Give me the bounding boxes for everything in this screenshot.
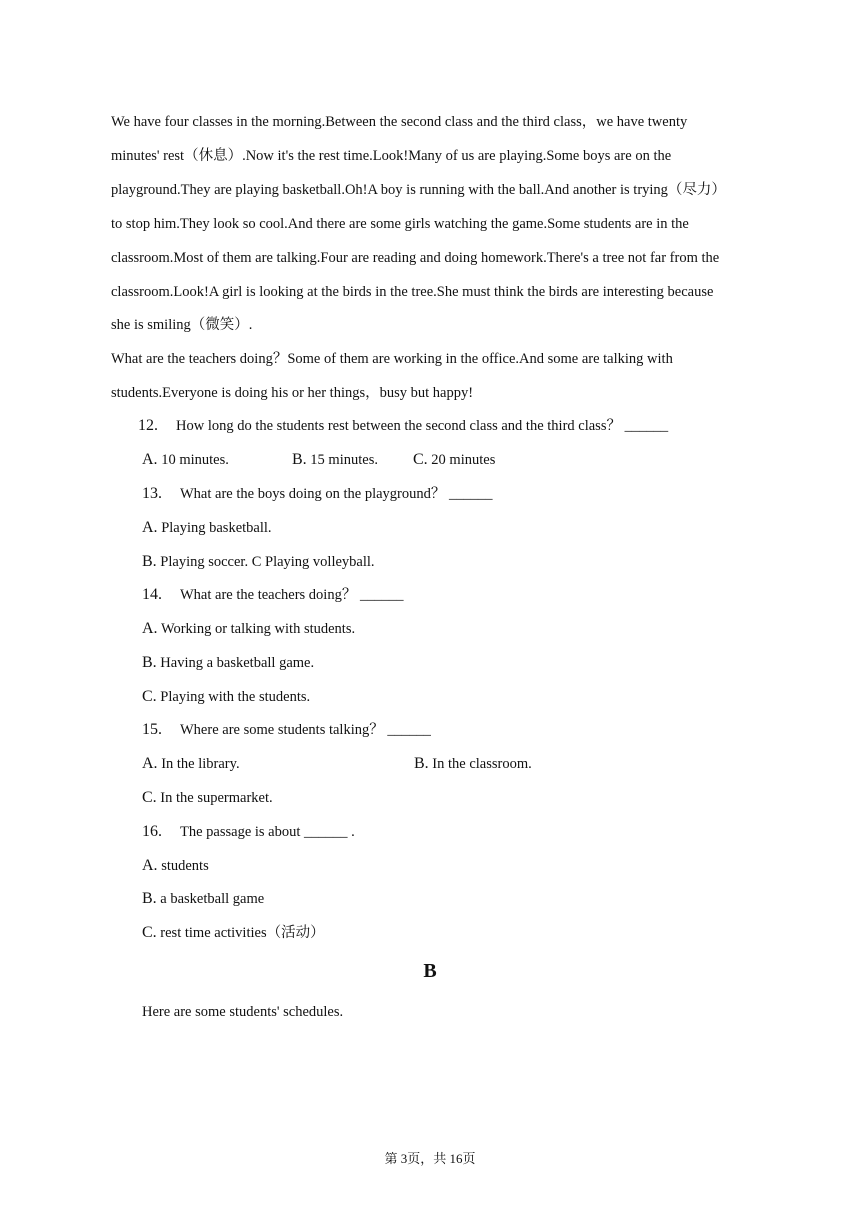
option-b[interactable]: B. In the classroom.: [414, 755, 532, 772]
question-text: What are the teachers doing？ ______: [180, 587, 404, 603]
option-b[interactable]: B. Playing soccer. C Playing volleyball.: [142, 553, 375, 570]
option-a[interactable]: A. Playing basketball.: [142, 519, 272, 536]
passage-line: classroom.Look!A girl is looking at the birds in the tree.She must think the birds are interesting because: [111, 284, 714, 300]
option-c[interactable]: C. In the supermarket.: [142, 789, 273, 806]
question-number: 16.: [142, 823, 162, 840]
option-b[interactable]: B. 15 minutes.: [292, 451, 378, 468]
section-b-intro: Here are some students' schedules.: [142, 1004, 344, 1020]
passage-line: playground.They are playing basketball.Oh!A boy is running with the ball.And another is trying（尽力）: [111, 182, 726, 198]
option-a[interactable]: A. students: [142, 857, 209, 874]
passage-line: We have four classes in the morning.Between the second class and the third class，we have twenty: [111, 114, 688, 130]
question-text: The passage is about ______ .: [180, 824, 355, 840]
question-number: 13.: [142, 485, 162, 502]
option-a[interactable]: A. Working or talking with students.: [142, 620, 356, 637]
question-text: Where are some students talking？ ______: [180, 722, 431, 738]
question-number: 12.: [138, 417, 158, 434]
question-number: 14.: [142, 586, 162, 603]
passage-line: students.Everyone is doing his or her things，busy but happy!: [111, 385, 474, 401]
option-a[interactable]: A. In the library.: [142, 755, 240, 772]
passage-line: classroom.Most of them are talking.Four are reading and doing homework.There's a tree not far from the: [111, 250, 720, 266]
question-text: How long do the students rest between the second class and the third class？ ______: [176, 418, 669, 434]
option-c[interactable]: C. Playing with the students.: [142, 688, 311, 705]
question-text: What are the boys doing on the playground？ ______: [180, 486, 493, 502]
question-number: 15.: [142, 721, 162, 738]
option-b[interactable]: B. a basketball game: [142, 890, 265, 907]
page-footer: 第 3页，共 16页: [384, 1151, 476, 1166]
section-b-title: B: [423, 960, 437, 982]
passage-line: minutes' rest（休息）.Now it's the rest time.Look!Many of us are playing.Some boys are on the: [111, 148, 672, 164]
passage-line: What are the teachers doing？Some of them are working in the office.And some are talking with: [111, 351, 673, 367]
option-c[interactable]: C. rest time activities（活动）: [142, 924, 325, 941]
passage-line: she is smiling（微笑）.: [111, 317, 253, 333]
option-a[interactable]: A. 10 minutes.: [142, 451, 229, 468]
passage-line: to stop him.They look so cool.And there are some girls watching the game.Some students are in the: [111, 216, 689, 232]
option-c[interactable]: C. 20 minutes: [413, 451, 496, 468]
option-b[interactable]: B. Having a basketball game.: [142, 654, 315, 671]
